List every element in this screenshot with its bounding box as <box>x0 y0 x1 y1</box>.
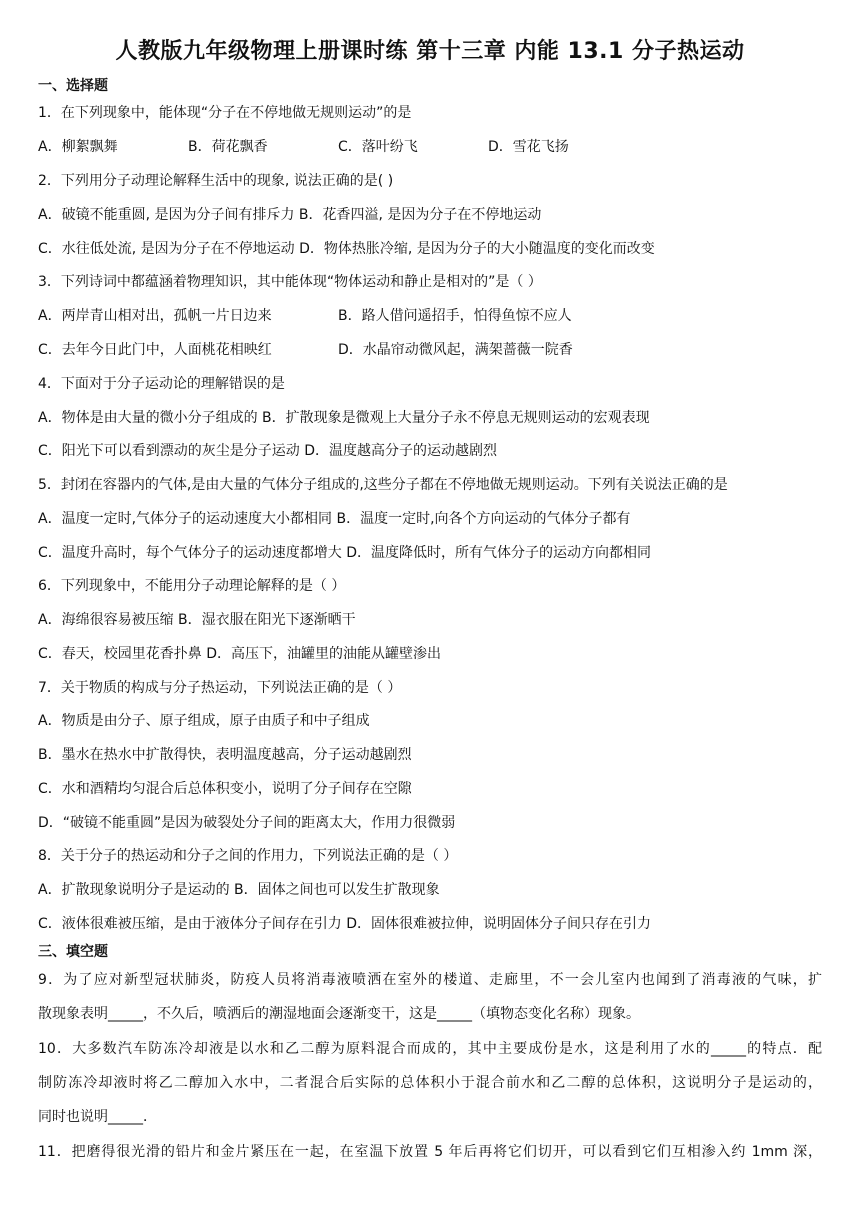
question-1-stem: 1．在下列现象中，能体现“分子在不停地做无规则运动”的是 <box>38 105 412 121</box>
question-4-options-cd: C．阳光下可以看到漂动的灰尘是分子运动 D．温度越高分子的运动越剧烈 <box>38 443 498 459</box>
question-5-options-cd: C．温度升高时，每个气体分子的运动速度都增大 D．温度降低时，所有气体分子的运动方向都相同 <box>38 545 652 561</box>
section-heading-fill-in: 三、填空题 <box>38 944 108 960</box>
question-3-stem: 3．下列诗词中都蕴涵着物理知识，其中能体现“物体运动和静止是相对的”是（ ） <box>38 274 542 290</box>
page-title: 人教版九年级物理上册课时练 第十三章 内能 13.1 分子热运动 <box>115 39 745 64</box>
question-10-line-3: 同时也说明_____． <box>38 1109 157 1125</box>
question-11-line-1: 11．把磨得很光滑的铅片和金片紧压在一起，在室温下放置 5 年后再将它们切开，可以看到它们互相渗入约 1mm 深， <box>38 1144 822 1160</box>
section-heading-choice: 一、选择题 <box>38 78 108 94</box>
question-9-line-1: 9．为了应对新型冠状肺炎，防疫人员将消毒液喷洒在室外的楼道、走廊里，不一会儿室内也闻到了消毒液的气味，扩 <box>38 972 822 988</box>
question-7-option-d: D．“破镜不能重圆”是因为破裂处分子间的距离太大，作用力很微弱 <box>38 815 456 831</box>
question-2-options-ab: A．破镜不能重圆, 是因为分子间有排斥力 B．花香四溢, 是因为分子在不停地运动 <box>38 207 542 223</box>
question-6-options-ab: A．海绵很容易被压缩 B．湿衣服在阳光下逐渐晒干 <box>38 612 356 628</box>
question-3-option-d: D．水晶帘动微风起，满架蔷薇一院香 <box>338 342 573 358</box>
question-7-option-b: B．墨水在热水中扩散得快，表明温度越高，分子运动越剧烈 <box>38 747 412 763</box>
question-5-options-ab: A．温度一定时,气体分子的运动速度大小都相同 B．温度一定时,向各个方向运动的气体分子都有 <box>38 511 631 527</box>
question-5-stem: 5．封闭在容器内的气体,是由大量的气体分子组成的,这些分子都在不停地做无规则运动。下列有关说法正确的是 <box>38 477 728 493</box>
question-3-option-b: B．路人借问遥招手，怕得鱼惊不应人 <box>338 308 572 324</box>
question-2-options-cd: C．水往低处流, 是因为分子在不停地运动 D．物体热胀冷缩, 是因为分子的大小随温度的变化而改变 <box>38 241 655 257</box>
question-10-line-2: 制防冻冷却液时将乙二醇加入水中，二者混合后实际的总体积小于混合前水和乙二醇的总体积，这说明分子是运动的， <box>38 1075 822 1091</box>
question-1-option-d: D．雪花飞扬 <box>488 139 569 155</box>
question-6-stem: 6．下列现象中，不能用分子动理论解释的是（ ） <box>38 578 346 594</box>
question-7-option-c: C．水和酒精均匀混合后总体积变小，说明了分子间存在空隙 <box>38 781 412 797</box>
question-1-option-b: B．荷花飘香 <box>188 139 268 155</box>
question-10-line-1: 10．大多数汽车防冻冷却液是以水和乙二醇为原料混合而成的，其中主要成份是水，这是利用了水的_____的特点．配 <box>38 1041 822 1057</box>
question-4-options-ab: A．物体是由大量的微小分子组成的 B．扩散现象是微观上大量分子永不停息无规则运动的宏观表现 <box>38 410 650 426</box>
question-3-option-a: A．两岸青山相对出，孤帆一片日边来 <box>38 308 272 324</box>
question-3-option-c: C．去年今日此门中，人面桃花相映红 <box>38 342 272 358</box>
question-8-options-cd: C．液体很难被压缩，是由于液体分子间存在引力 D．固体很难被拉伸，说明固体分子间只存在引力 <box>38 916 652 932</box>
question-4-stem: 4．下面对于分子运动论的理解错误的是 <box>38 376 285 392</box>
question-7-stem: 7．关于物质的构成与分子热运动，下列说法正确的是（ ） <box>38 680 402 696</box>
question-7-option-a: A．物质是由分子、原子组成，原子由质子和中子组成 <box>38 713 370 729</box>
question-1-option-a: A．柳絮飘舞 <box>38 139 118 155</box>
question-6-options-cd: C．春天，校园里花香扑鼻 D．高压下，油罐里的油能从罐壁渗出 <box>38 646 442 662</box>
question-8-options-ab: A．扩散现象说明分子是运动的 B．固体之间也可以发生扩散现象 <box>38 882 440 898</box>
question-2-stem: 2．下列用分子动理论解释生活中的现象, 说法正确的是( ) <box>38 173 394 189</box>
question-1-option-c: C．落叶纷飞 <box>338 139 418 155</box>
question-9-line-2: 散现象表明_____，不久后，喷洒后的潮湿地面会逐渐变干，这是_____（填物态变化名称）现象。 <box>38 1006 640 1022</box>
question-8-stem: 8．关于分子的热运动和分子之间的作用力，下列说法正确的是（ ） <box>38 848 458 864</box>
